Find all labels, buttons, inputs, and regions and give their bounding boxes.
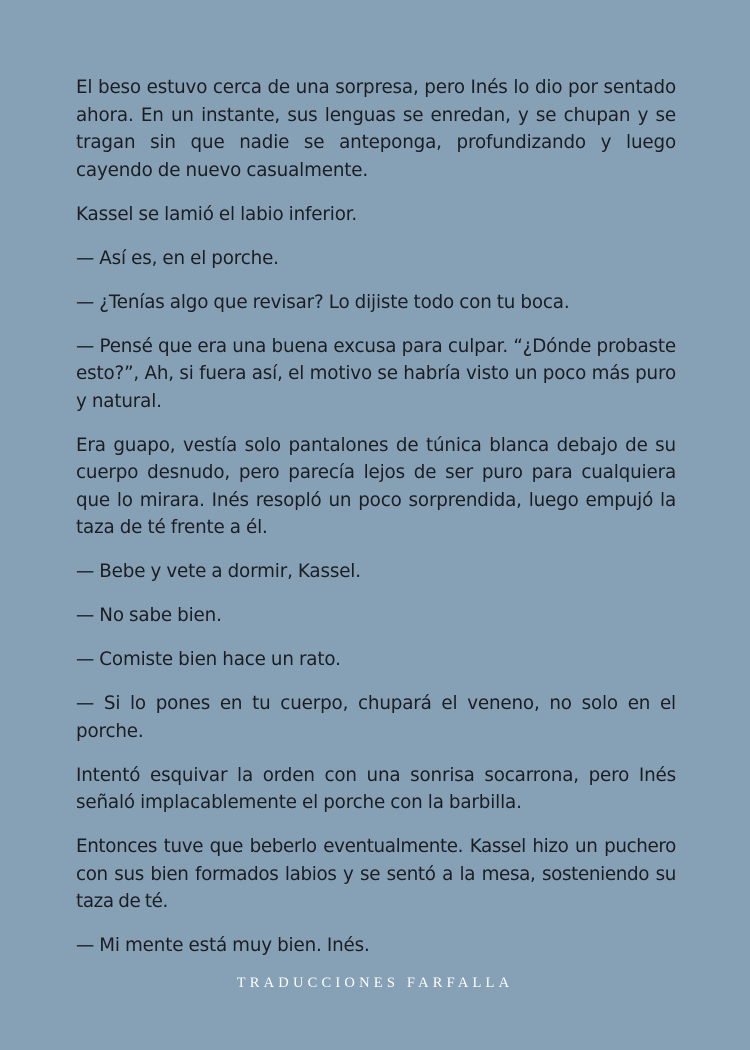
paragraph-3: — Así es, en el porche. bbox=[76, 247, 279, 269]
footer-credit: TRADUCCIONES FARFALLA bbox=[236, 975, 514, 991]
paragraph-12: Entonces tuve que beberlo eventualmente. Kassel hizo un puchero con sus bien formados labios y se sentó a la mesa, sosteniendo su taza de té. bbox=[76, 836, 676, 912]
paragraph-9: — Comiste bien hace un rato. bbox=[76, 649, 341, 670]
paragraph-7: — Bebe y vete a dormir, Kassel. bbox=[76, 561, 361, 582]
paragraph-6: Era guapo, vestía solo pantalones de túnica blanca debajo de su cuerpo desnudo, pero parecía lejos de ser puro para cualquiera que lo mirara. Inés resopló un poco sorprendida, luego empujó la taza de té frente a él. bbox=[76, 434, 676, 538]
paragraph-4: — ¿Tenías algo que revisar? Lo dijiste todo con tu boca. bbox=[76, 291, 570, 313]
paragraph-2: Kassel se lamió el labio inferior. bbox=[76, 203, 358, 225]
paragraph-10: — Si lo pones en tu cuerpo, chupará el veneno, no solo en el porche. bbox=[76, 693, 676, 742]
paragraph-5: — Pensé que era una buena excusa para culpar. “¿Dónde probaste esto?”, Ah, si fuera así, el motivo se habría visto un poco más puro y natural. bbox=[76, 335, 676, 412]
paragraph-11: Intentó esquivar la orden con una sonrisa socarrona, pero Inés señaló implacablemente el porche con la barbilla. bbox=[76, 764, 676, 813]
page-body bbox=[76, 74, 676, 976]
paragraph-8: — No sabe bien. bbox=[76, 605, 222, 626]
paragraph-13: — Mi mente está muy bien. Inés. bbox=[76, 935, 370, 956]
paragraph-1: El beso estuvo cerca de una sorpresa, pero Inés lo dio por sentado ahora. En un instante, sus lenguas se enredan, y se chupan y se tragan sin que nadie se anteponga, profundizando y luego cayendo de nuevo casualmente. bbox=[76, 77, 676, 181]
